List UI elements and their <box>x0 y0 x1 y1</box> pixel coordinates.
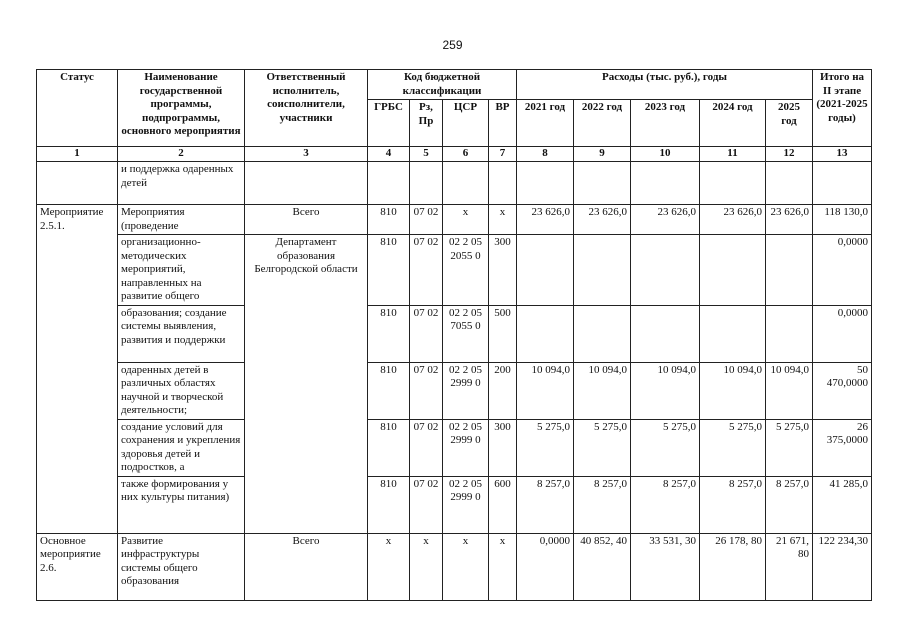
vr-cell: 600 <box>489 476 517 533</box>
header-csr: ЦСР <box>443 100 489 147</box>
measure-251-name-part: образования; создание системы выявления, развития и поддержки <box>118 305 245 362</box>
header-grbs: ГРБС <box>368 100 410 147</box>
value-2025: 5 275,0 <box>766 419 813 476</box>
measure-26-status: Основное мероприятие 2.6. <box>37 533 118 600</box>
rz-pr-cell: х <box>410 533 443 600</box>
value-2023: 33 531, 30 <box>631 533 700 600</box>
value-2024 <box>700 305 766 362</box>
vr-cell: 500 <box>489 305 517 362</box>
measure-251-name-part: создание условий для сохранения и укрепления здоровья детей и подростков, а <box>118 419 245 476</box>
value-total: 41 285,0 <box>813 476 872 533</box>
responsible-cell: Всего <box>245 533 368 600</box>
value-2021: 23 626,0 <box>517 205 574 235</box>
table-row <box>37 205 872 235</box>
rz-pr-cell: 07 02 <box>410 476 443 533</box>
value-2024: 5 275,0 <box>700 419 766 476</box>
measure-251-name-part: Мероприятия (проведение <box>118 205 245 235</box>
grbs-cell: 810 <box>368 205 410 235</box>
table-row <box>37 533 872 600</box>
table-row <box>37 476 872 533</box>
rz-pr-cell: 07 02 <box>410 235 443 306</box>
column-number: 13 <box>813 147 872 162</box>
header-2022: 2022 год <box>574 100 631 147</box>
value-2023: 5 275,0 <box>631 419 700 476</box>
value-total: 122 234,30 <box>813 533 872 600</box>
value-2025: 10 094,0 <box>766 362 813 419</box>
header-rz-pr: Рз, Пр <box>410 100 443 147</box>
table-row <box>37 305 872 362</box>
grbs-cell: 810 <box>368 419 410 476</box>
header-2024: 2024 год <box>700 100 766 147</box>
value-2025: 23 626,0 <box>766 205 813 235</box>
value-2021 <box>517 235 574 306</box>
rz-pr-cell: 07 02 <box>410 305 443 362</box>
column-number: 7 <box>489 147 517 162</box>
grbs-cell: х <box>368 533 410 600</box>
csr-cell: 02 2 05 2999 0 <box>443 476 489 533</box>
rz-pr-cell: 07 02 <box>410 362 443 419</box>
value-2022 <box>574 235 631 306</box>
value-total: 50 470,0000 <box>813 362 872 419</box>
header-2025: 2025 год <box>766 100 813 147</box>
value-2021: 10 094,0 <box>517 362 574 419</box>
value-2023 <box>631 235 700 306</box>
value-2024: 8 257,0 <box>700 476 766 533</box>
table-header-row <box>37 70 872 100</box>
column-number: 2 <box>118 147 245 162</box>
csr-cell: х <box>443 205 489 235</box>
vr-cell: 300 <box>489 235 517 306</box>
vr-cell: 300 <box>489 419 517 476</box>
measure-251-name-part: также формирования у них культуры питания) <box>118 476 245 533</box>
measure-251-name-part: организационно-методических мероприятий, направленных на развитие общего <box>118 235 245 306</box>
value-2022: 10 094,0 <box>574 362 631 419</box>
header-name: Наименование государственной программы, подпрограммы, основного мероприятия <box>118 70 245 147</box>
column-number: 8 <box>517 147 574 162</box>
value-2025 <box>766 235 813 306</box>
value-2021: 0,0000 <box>517 533 574 600</box>
value-2024: 26 178, 80 <box>700 533 766 600</box>
column-number: 10 <box>631 147 700 162</box>
value-2023 <box>631 305 700 362</box>
continuation-text: и поддержка одаренных детей <box>118 162 245 205</box>
csr-cell: 02 2 05 7055 0 <box>443 305 489 362</box>
value-2022: 8 257,0 <box>574 476 631 533</box>
value-2024: 10 094,0 <box>700 362 766 419</box>
value-2024 <box>700 235 766 306</box>
responsible-cell: Департамент образования Белгородской области <box>245 235 368 534</box>
value-2022: 5 275,0 <box>574 419 631 476</box>
header-vr: ВР <box>489 100 517 147</box>
column-numbers-row <box>37 147 872 162</box>
header-expenses: Расходы (тыс. руб.), годы <box>517 70 813 100</box>
rz-pr-cell: 07 02 <box>410 205 443 235</box>
measure-251-status: Мероприятие 2.5.1. <box>37 205 118 534</box>
header-2023: 2023 год <box>631 100 700 147</box>
value-total: 0,0000 <box>813 305 872 362</box>
grbs-cell: 810 <box>368 476 410 533</box>
page-number: 259 <box>442 38 463 52</box>
header-2021: 2021 год <box>517 100 574 147</box>
vr-cell: х <box>489 533 517 600</box>
table-row <box>37 362 872 419</box>
measure-251-name-part: одаренных детей в различных областях научной и творческой деятельности; <box>118 362 245 419</box>
column-number: 12 <box>766 147 813 162</box>
header-total: Итого на II этапе (2021-2025 годы) <box>813 70 872 147</box>
column-number: 11 <box>700 147 766 162</box>
table-row <box>37 419 872 476</box>
value-2025: 21 671, 80 <box>766 533 813 600</box>
continuation-row <box>37 162 872 205</box>
rz-pr-cell: 07 02 <box>410 419 443 476</box>
table-row <box>37 235 872 306</box>
header-status: Статус <box>37 70 118 147</box>
value-2021 <box>517 305 574 362</box>
value-2025: 8 257,0 <box>766 476 813 533</box>
budget-table <box>36 69 872 601</box>
value-total: 26 375,0000 <box>813 419 872 476</box>
value-2023: 10 094,0 <box>631 362 700 419</box>
header-budget-code: Код бюджетной классификации <box>368 70 517 100</box>
value-2021: 8 257,0 <box>517 476 574 533</box>
value-2025 <box>766 305 813 362</box>
column-number: 3 <box>245 147 368 162</box>
column-number: 5 <box>410 147 443 162</box>
value-2022: 23 626,0 <box>574 205 631 235</box>
value-2024: 23 626,0 <box>700 205 766 235</box>
value-2021: 5 275,0 <box>517 419 574 476</box>
column-number: 4 <box>368 147 410 162</box>
value-2023: 8 257,0 <box>631 476 700 533</box>
vr-cell: 200 <box>489 362 517 419</box>
grbs-cell: 810 <box>368 235 410 306</box>
csr-cell: 02 2 05 2999 0 <box>443 362 489 419</box>
grbs-cell: 810 <box>368 362 410 419</box>
value-2022: 40 852, 40 <box>574 533 631 600</box>
column-number: 1 <box>37 147 118 162</box>
column-number: 6 <box>443 147 489 162</box>
responsible-cell: Всего <box>245 205 368 235</box>
grbs-cell: 810 <box>368 305 410 362</box>
value-2022 <box>574 305 631 362</box>
column-number: 9 <box>574 147 631 162</box>
value-2023: 23 626,0 <box>631 205 700 235</box>
value-total: 0,0000 <box>813 235 872 306</box>
csr-cell: 02 2 05 2999 0 <box>443 419 489 476</box>
value-total: 118 130,0 <box>813 205 872 235</box>
measure-26-name: Развитие инфраструктуры системы общего образования <box>118 533 245 600</box>
csr-cell: х <box>443 533 489 600</box>
csr-cell: 02 2 05 2055 0 <box>443 235 489 306</box>
vr-cell: х <box>489 205 517 235</box>
header-responsible: Ответственный исполнитель, соисполнители, участники <box>245 70 368 147</box>
